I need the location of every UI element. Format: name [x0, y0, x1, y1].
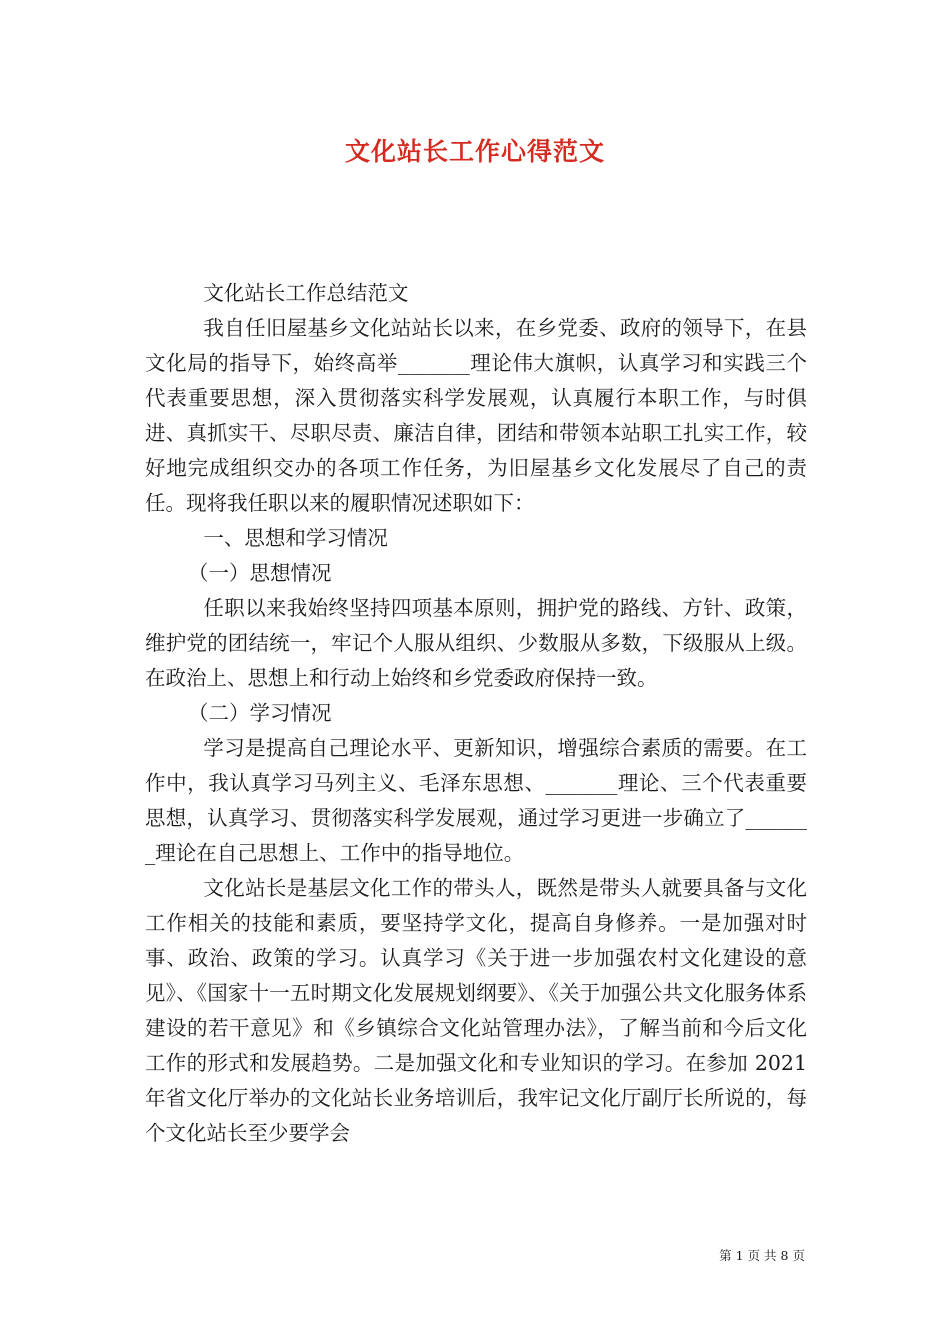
page-footer	[719, 1246, 805, 1264]
paragraph-culture: 文化站长是基层文化工作的带头人，既然是带头人就要具备与文化工作相关的技能和素质，要坚持学文化，提高自身修养。一是加强对时事、政治、政策的学习。认真学习《关于进一步加强农村文化建设的意见》、《国家十一五时期文化发展规划纲要》、《关于加强公共文化服务体系建设的若干意见》和《乡镇综合文化站管理办法》，了解当前和今后文化工作的形式和发展趋势。二是加强文化和专业知识的学习。在参加 2021 年省文化厅举办的文化站长业务培训后，我牢记文化厅副厅长所说的，每个文化站长至少要学会	[145, 876, 807, 1145]
paragraph-intro: 我自任旧屋基乡文化站站长以来，在乡党委、政府的领导下，在县文化局的指导下，始终高举_______理论伟大旗帜，认真学习和实践三个代表重要思想，深入贯彻落实科学发展观，认真履行本职工作，与时俱进、真抓实干、尽职尽责、廉洁自律，团结和带领本站职工扎实工作，较好地完成组织交办的各项工作任务，为旧屋基乡文化发展尽了自己的责任。现将我任职以来的履职情况述职如下：	[145, 316, 807, 515]
document-body	[145, 276, 807, 1151]
footer-prefix: 第	[719, 1248, 732, 1263]
document-title: 文化站长工作心得范文	[344, 137, 605, 166]
paragraph-thought: 任职以来我始终坚持四项基本原则，拥护党的路线、方针、政策，维护党的团结统一，牢记个人服从组织、少数服从多数，下级服从上级。在政治上、思想上和行动上始终和乡党委政府保持一致。	[145, 596, 807, 690]
subsection-heading-study: （二）学习情况	[188, 701, 332, 725]
footer-total-pages: 8	[780, 1248, 789, 1263]
footer-suffix: 页	[792, 1248, 805, 1263]
footer-middle: 页 共	[747, 1248, 777, 1263]
footer-page-number: 1	[735, 1248, 744, 1263]
paragraph-heading: 文化站长工作总结范文	[203, 281, 409, 305]
subsection-heading-thought: （一）思想情况	[188, 561, 332, 585]
paragraph-study: 学习是提高自己理论水平、更新知识，增强综合素质的需要。在工作中，我认真学习马列主义、毛泽东思想、_______理论、三个代表重要思想，认真学习、贯彻落实科学发展观，通过学习更进一步确立了_______理论在自己思想上、工作中的指导地位。	[145, 736, 807, 865]
section-heading-1: 一、思想和学习情况	[203, 526, 388, 550]
